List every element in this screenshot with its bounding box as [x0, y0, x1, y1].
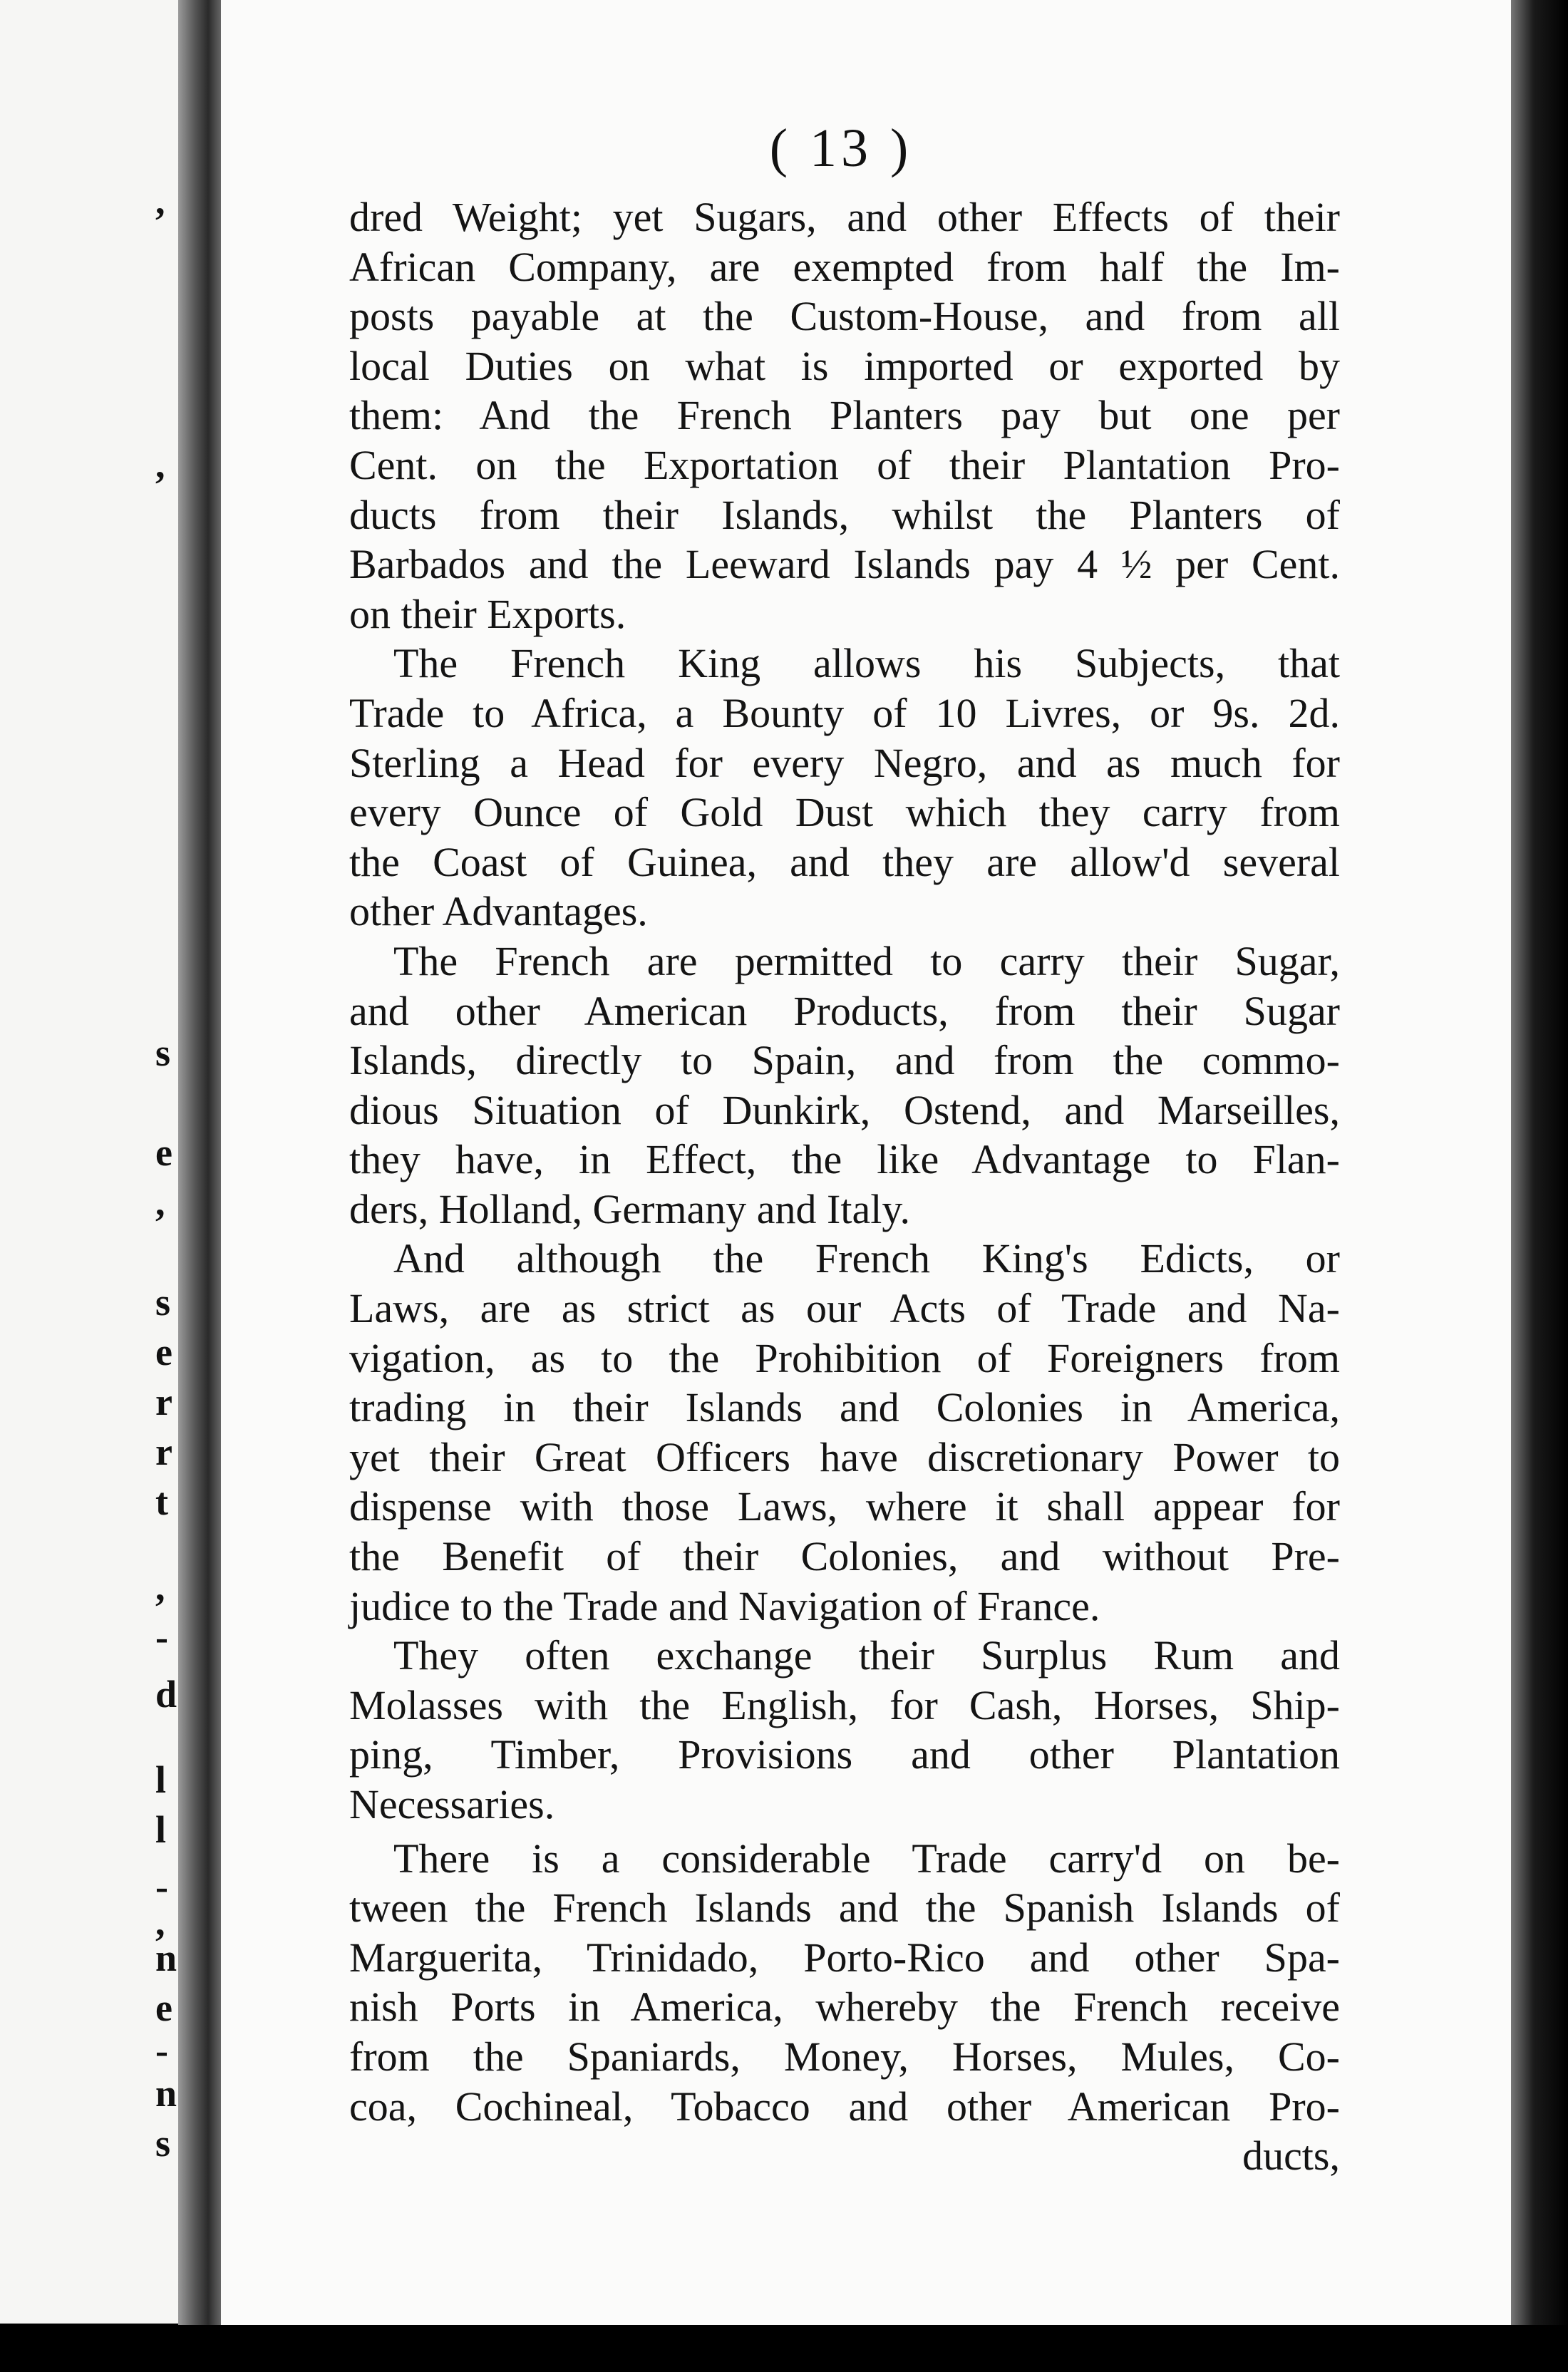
text-line: local Duties on what is imported or exported by: [349, 342, 1340, 389]
edge-fragment: n: [155, 2072, 177, 2115]
text-line: and other American Products, from their Sugar: [349, 987, 1340, 1034]
edge-fragment: l: [155, 1758, 167, 1801]
body-text: [349, 192, 1340, 2181]
paragraph-first-line: And although the French King's Edicts, or: [393, 1235, 1340, 1282]
text-line: posts payable at the Custom-House, and from all: [349, 293, 1340, 340]
text-line: Necessaries.: [349, 1781, 555, 1827]
text-line: Cent. on the Exportation of their Plantation Pro-: [349, 441, 1340, 488]
text-line: coa, Cochineal, Tobacco and other American Pro-: [349, 2083, 1340, 2130]
paragraph-first-line: The French are permitted to carry their Sugar,: [393, 937, 1340, 984]
edge-fragment: s: [155, 2122, 171, 2165]
text-line: the Coast of Guinea, and they are allow'd several: [349, 838, 1340, 885]
text-line: other Advantages.: [349, 888, 648, 935]
text-line: dred Weight; yet Sugars, and other Effects of their: [349, 194, 1340, 240]
scan-border: [0, 2325, 1568, 2372]
text-line: they have, in Effect, the like Advantage to Flan-: [349, 1136, 1340, 1183]
edge-fragment: e: [155, 1331, 172, 1373]
text-line: Marguerita, Trinidado, Porto-Rico and other Spa-: [349, 1934, 1340, 1981]
book-gutter: [178, 0, 221, 2372]
paragraph-first-line: There is a considerable Trade carry'd on be-: [393, 1835, 1340, 1882]
edge-fragment: ,: [155, 1566, 165, 1609]
text-line: Laws, are as strict as our Acts of Trade and Na-: [349, 1285, 1340, 1332]
edge-fragment: ,: [155, 180, 165, 222]
text-line: trading in their Islands and Colonies in America,: [349, 1384, 1340, 1431]
edge-fragment: -: [155, 1865, 168, 1908]
text-line: Molasses with the English, for Cash, Horses, Ship-: [349, 1681, 1340, 1728]
text-line: Barbados and the Leeward Islands pay 4 ½ per Cent.: [349, 541, 1340, 588]
page-number: ( 13 ): [769, 118, 913, 178]
edge-fragment: d: [155, 1673, 177, 1716]
edge-fragment: l: [155, 1808, 167, 1851]
text-line: every Ounce of Gold Dust which they carry from: [349, 789, 1340, 836]
paragraph-first-line: The French King allows his Subjects, that: [393, 640, 1340, 687]
edge-fragment: s: [155, 1031, 171, 1074]
text-line: Trade to Africa, a Bounty of 10 Livres, or 9s. 2d.: [349, 689, 1340, 736]
text-line: judice to the Trade and Navigation of France.: [349, 1582, 1100, 1629]
edge-fragment: ,: [155, 1181, 165, 1224]
text-line: ders, Holland, Germany and Italy.: [349, 1185, 911, 1232]
edge-fragment: -: [155, 2029, 168, 2072]
text-line: Sterling a Head for every Negro, and as much for: [349, 739, 1340, 786]
edge-fragment: e: [155, 1986, 172, 2029]
paragraph-first-line: They often exchange their Surplus Rum and: [393, 1632, 1340, 1679]
edge-fragment: ,: [155, 443, 165, 486]
text-line: the Benefit of their Colonies, and without Pre-: [349, 1533, 1340, 1580]
edge-fragment: r: [155, 1381, 172, 1423]
edge-fragment: e: [155, 1131, 172, 1174]
text-line: Islands, directly to Spain, and from the commo-: [349, 1037, 1340, 1084]
text-line: from the Spaniards, Money, Horses, Mules, Co-: [349, 2033, 1340, 2080]
left-page-edge: [0, 0, 178, 2324]
text-line: dispense with those Laws, where it shall appear for: [349, 1483, 1340, 1530]
text-line: dious Situation of Dunkirk, Ostend, and Marseilles,: [349, 1086, 1340, 1133]
text-line: African Company, are exempted from half the Im-: [349, 243, 1340, 290]
page-right-edge: [1511, 0, 1568, 2372]
catchword: ducts,: [1242, 2133, 1340, 2180]
text-line: ping, Timber, Provisions and other Plantation: [349, 1731, 1340, 1778]
edge-fragment: n: [155, 1937, 177, 1979]
edge-fragment: t: [155, 1480, 168, 1523]
text-line: tween the French Islands and the Spanish Islands of: [349, 1884, 1340, 1932]
edge-fragment: -: [155, 1616, 168, 1659]
text-line: ducts from their Islands, whilst the Planters of: [349, 491, 1340, 538]
edge-fragment: r: [155, 1430, 172, 1473]
text-line: nish Ports in America, whereby the French receive: [349, 1984, 1340, 2031]
edge-fragment: ,: [155, 1901, 165, 1944]
text-line: vigation, as to the Prohibition of Foreigners from: [349, 1334, 1340, 1381]
edge-fragment: s: [155, 1281, 171, 1324]
text-line: on their Exports.: [349, 590, 626, 637]
text-line: yet their Great Officers have discretionary Power to: [349, 1433, 1340, 1480]
text-line: them: And the French Planters pay but one per: [349, 392, 1340, 439]
